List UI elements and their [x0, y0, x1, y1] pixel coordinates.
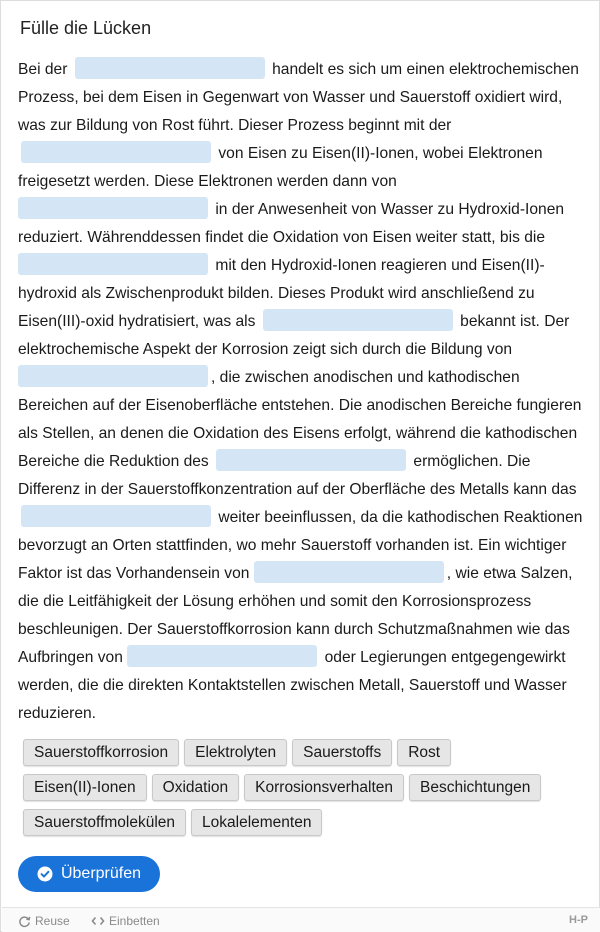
- text-segment: in der Anwesenheit von Wasser zu Hydroxid-Ionen reduziert. Währenddessen findet die Oxidation von Eisen weiter statt, bis die: [18, 201, 565, 246]
- blank-4[interactable]: [18, 253, 208, 275]
- word-bank: [23, 739, 583, 844]
- word-chip[interactable]: Sauerstoffmolekülen: [23, 809, 186, 836]
- word-chip[interactable]: Sauerstoffkorrosion: [23, 739, 179, 766]
- text-segment: , wie etwa Salzen, die die Leitfähigkeit der Lösung erhöhen und somit den Korrosionsprozess beschleunigen. Der Sauerstoffkorrosion kann durch Schutzmaßnahmen wie das Aufbringen von: [18, 565, 573, 666]
- text-segment: mit den Hydroxid-Ionen reagieren und Eisen(II)-hydroxid als Zwischenprodukt bilden. Dieses Produkt wird anschließend zu Eisen(III)-oxid hydratisiert, was als: [18, 257, 545, 330]
- blank-10[interactable]: [127, 645, 317, 667]
- blank-9[interactable]: [254, 561, 444, 583]
- word-chip[interactable]: Oxidation: [152, 774, 239, 801]
- blank-8[interactable]: [21, 505, 211, 527]
- text-segment: bekannt ist. Der elektrochemische Aspekt der Korrosion zeigt sich durch die Bildung von: [18, 313, 570, 358]
- word-chip[interactable]: Beschichtungen: [409, 774, 541, 801]
- word-chip[interactable]: Elektrolyten: [184, 739, 287, 766]
- text-segment: , die zwischen anodischen und kathodischen Bereichen auf der Eisenoberfläche entstehen. Die anodischen Bereiche fungieren als Stellen, an denen die Oxidation des Eisens erfolgt, während die kathodischen Bereiche die Reduktion des: [18, 369, 582, 470]
- blank-1[interactable]: [75, 57, 265, 79]
- check-circle-icon: [37, 866, 53, 882]
- word-chip[interactable]: Lokalelementen: [191, 809, 322, 836]
- text-segment: Bei der: [18, 61, 68, 78]
- text-segment: handelt es sich um einen elektrochemischen Prozess, bei dem Eisen in Gegenwart von Wasser und Sauerstoff oxidiert wird, was zur Bildung von Rost führt. Dieser Prozess beginnt mit der: [18, 61, 579, 134]
- blank-7[interactable]: [216, 449, 406, 471]
- check-button-label: Überprüfen: [60, 865, 142, 882]
- reuse-icon: [18, 915, 31, 928]
- embed-link[interactable]: [91, 914, 160, 928]
- blank-6[interactable]: [18, 365, 208, 387]
- embed-code-icon: [91, 915, 105, 927]
- text-segment: weiter beeinflussen, da die kathodischen Reaktionen bevorzugt an Orten stattfinden, wo mehr Sauerstoff vorhanden ist. Ein wichtiger Faktor ist das Vorhandensein von: [18, 509, 583, 582]
- text-segment: von Eisen zu Eisen(II)-Ionen, wobei Elektronen freigesetzt werden. Diese Elektronen werden dann von: [18, 145, 543, 190]
- embed-label: Einbetten: [109, 914, 160, 928]
- blank-2[interactable]: [21, 141, 211, 163]
- blank-3[interactable]: [18, 197, 208, 219]
- word-chip[interactable]: Sauerstoffs: [292, 739, 392, 766]
- word-chip[interactable]: Korrosionsverhalten: [244, 774, 404, 801]
- word-chip[interactable]: Eisen(II)-Ionen: [23, 774, 147, 801]
- footer-bar: [2, 907, 600, 932]
- text-segment: oder Legierungen entgegengewirkt werden, die die direkten Kontaktstellen zwischen Metall, Sauerstoff und Wasser reduzieren.: [18, 649, 567, 722]
- reuse-link[interactable]: [18, 914, 70, 928]
- h5p-logo: H-P: [569, 914, 588, 926]
- cloze-text: [18, 56, 588, 728]
- reuse-label: Reuse: [35, 914, 70, 928]
- task-title: Fülle die Lücken: [20, 18, 152, 38]
- check-button[interactable]: [18, 856, 160, 892]
- blank-5[interactable]: [263, 309, 453, 331]
- word-chip[interactable]: Rost: [397, 739, 451, 766]
- text-segment: ermöglichen. Die Differenz in der Sauerstoffkonzentration auf der Oberfläche des Metalls kann das: [18, 453, 577, 498]
